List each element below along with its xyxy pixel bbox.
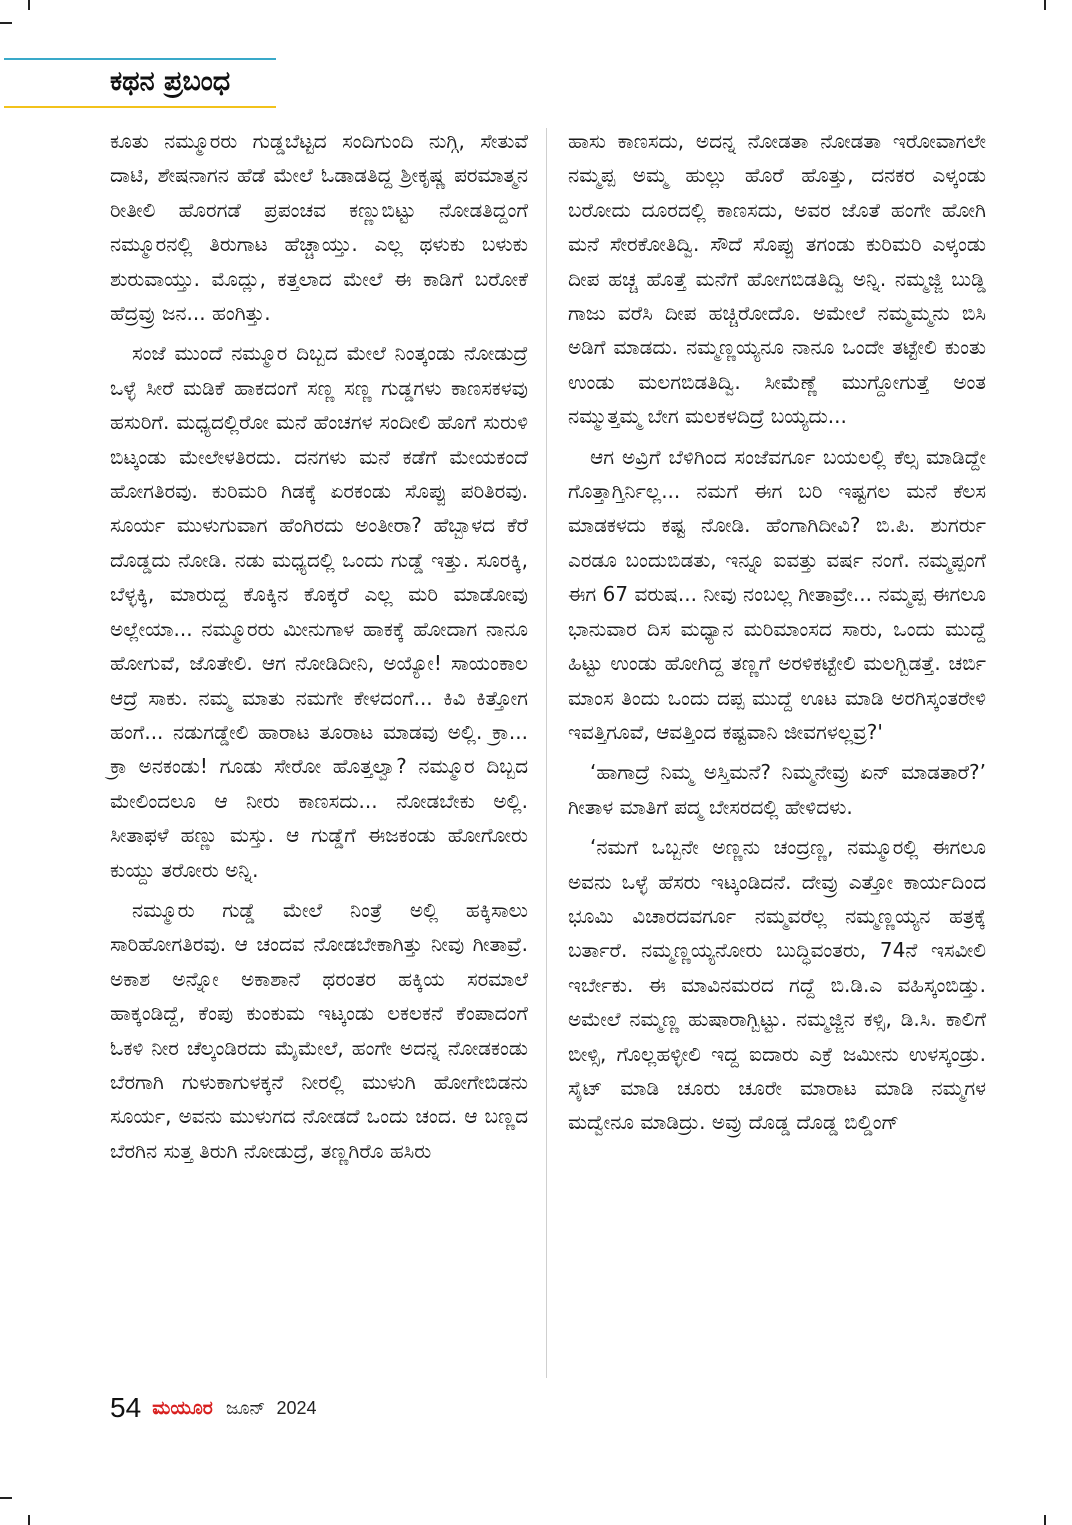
section-header [0,58,276,110]
paragraph: ‘ನಮಗೆ ಒಬ್ಬನೇ ಅಣ್ಣನು ಚಂದ್ರಣ್ಣ, ನಮ್ಮೂರಲ್ಲಿ ಈಗಲೂ ಅವನು ಒಳ್ಳೆ ಹೆಸರು ಇಟ್ಕಂಡಿದನೆ. ದೇವ್ರು ಎತ್ತೋ ಕಾರ್ಯದಿಂದ ಭೂಮಿ ವಿಚಾರದವರ್ಗೂ ನಮ್ಮವರೆಲ್ಲ ನಮ್ಮಣ್ಣಯ್ಯನ ಹತ್ರಕ್ಕೆ ಬರ್ತಾರೆ. ನಮ್ಮಣ್ಣಯ್ಯನೋರು ಬುದ್ಧಿವಂತರು, 74ನೆ ಇಸವೀಲಿ ಇರ್ಬೇಕು. ಈ ಮಾವಿನಮರದ ಗದ್ದೆ ಬಿ.ಡಿ.ಎ ವಹಿಸ್ಕಂಬಿಡ್ತು. ಅಮೇಲೆ ನಮ್ಮಣ್ಣ ಹುಷಾರಾಗ್ಬಿಟ್ಟು. ನಮ್ಮಜ್ಜಿನ ಕಳ್ಸಿ, ಡಿ.ಸಿ. ಕಾಲಿಗೆ ಬೀಳ್ಸಿ, ಗೊಲ್ಲಹಳ್ಳೀಲಿ ಇದ್ದ ಐದಾರು ಎಕ್ರೆ ಜಮೀನು ಉಳಸ್ಕಂಡ್ರು. ಸೈಟ್ ಮಾಡಿ ಚೂರು ಚೂರೇ ಮಾರಾಟ ಮಾಡಿ ನಮ್ಮಗಳ ಮದ್ವೇನೂ ಮಾಡಿದ್ರು. ಅವ್ರು ದೊಡ್ಡ ದೊಡ್ಡ ಬಿಲ್ಡಿಂಗ್ [568,835,986,1135]
section-header-top-rule [4,58,276,60]
section-title: ಕಥನ ಪ್ರಬಂಧ [110,66,231,97]
issue-year: 2024 [276,1397,317,1418]
column-divider [546,128,547,1378]
paragraph: ಆಗ ಅವ್ರಿಗೆ ಬೆಳಿಗಿಂದ ಸಂಜೆವರ್ಗೂ ಬಯಲಲ್ಲಿ ಕೆಲ್ಸ ಮಾಡಿದ್ದೇ ಗೊತ್ತಾಗ್ತಿರ್ನಿಲ್ಲ... ನಮಗೆ ಈಗ ಬರಿ ಇಷ್ಟಗಲ ಮನೆ ಕೆಲಸ ಮಾಡಕಳದು ಕಷ್ಟ ನೋಡಿ. ಹೆಂಗಾಗಿದೀವಿ? ಬಿ.ಪಿ. ಶುಗರ್ರು ಎರಡೂ ಬಂದುಬಿಡತು, ಇನ್ನೂ ಐವತ್ತು ವರ್ಷ ನಂಗೆ. ನಮ್ಮಪ್ಪಂಗೆ ಈಗ 67 ವರುಷ... ನೀವು ನಂಬಲ್ಲ ಗೀತಾವ್ರೇ... ನಮ್ಮಪ್ಪ ಈಗಲೂ ಭಾನುವಾರ ದಿಸ ಮಧ್ಯಾನ ಮರಿಮಾಂಸದ ಸಾರು, ಒಂದು ಮುದ್ದೆ ಹಿಟ್ಟು ಉಂಡು ಹೋಗಿದ್ದ ತಣ್ಣಗೆ ಅರಳಿಕಟ್ಟೇಲಿ ಮಲಗ್ಬಿಡತ್ತೆ. ಚರ್ಬಿ ಮಾಂಸ ತಿಂದು ಒಂದು ದಪ್ಪ ಮುದ್ದೆ ಊಟ ಮಾಡಿ ಅರಗಿಸ್ಕಂತರೇಳಿ ಇವತ್ತಿಗೂವೆ, ಆವತ್ತಿಂದ ಕಷ್ಟವಾನಿ ಜೀವಗಳಲ್ಲವ್ರ?' [568,444,986,744]
crop-mark [28,0,30,10]
paragraph: ನಮ್ಮೂರು ಗುಡ್ಡೆ ಮೇಲೆ ನಿಂತ್ರೆ ಅಲ್ಲಿ ಹಕ್ಕಿಸಾಲು ಸಾರಿಹೋಗತಿರವು. ಆ ಚಂದವ ನೋಡಬೇಕಾಗಿತ್ತು ನೀವು ಗೀತಾವ್ರೆ. ಅಕಾಶ ಅನ್ನೋ ಅಕಾಶಾನೆ ಥರಂತರ ಹಕ್ಕಿಯ ಸರಮಾಲೆ ಹಾಕ್ಕಂಡಿದ್ದೆ, ಕೆಂಪು ಕುಂಕುಮ ಇಟ್ಕಂಡು ಲಕಲಕನೆ ಕೆಂಪಾದಂಗೆ ಓಕಳಿ ನೀರ ಚೆಲ್ಕಂಡಿರದು ಮೈಮೇಲೆ, ಹಂಗೇ ಅದನ್ನ ನೋಡಕಂಡು ಬೆರಗಾಗಿ ಗುಳುಕಾಗುಳಕ್ಕನೆ ನೀರಲ್ಲಿ ಮುಳುಗಿ ಹೋಗೇಬಿಡನು ಸೂರ್ಯ, ಅವನು ಮುಳುಗದ ನೋಡದೆ ಒಂದು ಚಂದ. ಆ ಬಣ್ಣದ ಬೆರಗಿನ ಸುತ್ತ ತಿರುಗಿ ನೋಡುದ್ರೆ, ತಣ್ಣಗಿರೊ ಹಸಿರು [110,897,528,1163]
paragraph: ‘ಹಾಗಾದ್ರೆ ನಿಮ್ಮ ಅಸ್ತಿಮನೆ? ನಿಮ್ಮನೇವ್ರು ಏನ್ ಮಾಡತಾರೆ?’ ಗೀತಾಳ ಮಾತಿಗೆ ಪದ್ಮ ಬೇಸರದಲ್ಲಿ ಹೇಳಿದಳು. [568,760,986,819]
crop-mark [28,1515,30,1525]
crop-mark [0,1497,12,1499]
left-column [110,124,528,1174]
right-column [568,124,986,1146]
page-footer [110,1392,317,1428]
crop-mark [0,22,12,24]
crop-mark [1044,1515,1046,1525]
magazine-name: ಮಯೂರ [152,1397,213,1419]
crop-mark [1044,0,1046,10]
paragraph: ಹಾಸು ಕಾಣಸದು, ಅದನ್ನ ನೋಡತಾ ನೋಡತಾ ಇರೋವಾಗಲೇ ನಮ್ಮಪ್ಪ ಅಮ್ಮ ಹುಲ್ಲು ಹೊರೆ ಹೊತ್ತು, ದನಕರ ಎಳ್ಕಂಡು ಬರೋದು ದೂರದಲ್ಲಿ ಕಾಣಸದು, ಅವರ ಜೊತೆ ಹಂಗೇ ಹೋಗಿ ಮನೆ ಸೇರಕೋತಿದ್ವಿ. ಸೌದೆ ಸೊಪ್ಪು ತಗಂಡು ಕುರಿಮರಿ ಎಳ್ಕಂಡು ದೀಪ ಹಚ್ಚ ಹೊತ್ತೆ ಮನೆಗೆ ಹೋಗಬಿಡತಿದ್ವಿ ಅನ್ನಿ. ನಮ್ಮಜ್ಜಿ ಬುಡ್ಡಿ ಗಾಜು ವರೆಸಿ ದೀಪ ಹಚ್ಚಿರೋದೊ. ಅಮೇಲೆ ನಮ್ಮಮ್ಮನು ಬಿಸಿ ಅಡಿಗೆ ಮಾಡದು. ನಮ್ಮಣ್ಣಯ್ಯನೂ ನಾನೂ ಒಂದೇ ತಟ್ಟೇಲಿ ಕುಂತು ಉಂಡು ಮಲಗಬಿಡತಿದ್ವಿ. ಸೀಮೆಣ್ಣೆ ಮುಗ್ದೋಗುತ್ತೆ ಅಂತ ನಮ್ಮುತ್ತಮ್ಮ ಬೇಗ ಮಲಕಳದಿದ್ರೆ ಬಯ್ಯದು... [568,129,986,429]
section-header-bottom-rule [4,106,276,108]
issue-month: ಜೂನ್ [225,1397,266,1419]
page-number: 54 [110,1392,142,1423]
paragraph: ಕೂತು ನಮ್ಮೂರರು ಗುಡ್ಡಬೆಟ್ಟದ ಸಂದಿಗುಂದಿ ನುಗ್ಗಿ, ಸೇತುವೆ ದಾಟಿ, ಶೇಷನಾಗನ ಹೆಡೆ ಮೇಲೆ ಓಡಾಡತಿದ್ದ ಶ್ರೀಕೃಷ್ಣ ಪರಮಾತ್ಮನ ರೀತೀಲಿ ಹೊರಗಡೆ ಪ್ರಪಂಚವ ಕಣ್ಣುಬಿಟ್ಟು ನೋಡತಿದ್ದಂಗೆ ನಮ್ಮೂರನಲ್ಲಿ ತಿರುಗಾಟ ಹೆಚ್ಚಾಯ್ತು. ಎಲ್ಲ ಥಳುಕು ಬಳುಕು ಶುರುವಾಯ್ತು. ಮೊದ್ಲು, ಕತ್ತಲಾದ ಮೇಲೆ ಈ ಕಾಡಿಗೆ ಬರೋಕೆ ಹೆದ್ರವ್ರು ಜನ... ಹಂಗಿತ್ತು. [110,129,528,326]
paragraph: ಸಂಜೆ ಮುಂದೆ ನಮ್ಮೂರ ದಿಬ್ಬದ ಮೇಲೆ ನಿಂತ್ಕಂಡು ನೋಡುದ್ರೆ ಒಳ್ಳೆ ಸೀರೆ ಮಡಿಕೆ ಹಾಕದಂಗೆ ಸಣ್ಣ ಸಣ್ಣ ಗುಡ್ಡಗಳು ಕಾಣಸಕಳವು ಹಸುರಿಗೆ. ಮಧ್ಯದಲ್ಲಿರೋ ಮನೆ ಹೆಂಚಗಳ ಸಂದೀಲಿ ಹೊಗೆ ಸುರುಳಿ ಬಿಟ್ಕಂಡು ಮೇಲೇಳತಿರದು. ದನಗಳು ಮನೆ ಕಡೆಗೆ ಮೇಯಕಂದೆ ಹೋಗತಿರವು. ಕುರಿಮರಿ ಗಿಡಕ್ಕೆ ಏರಕಂಡು ಸೊಪ್ಪು ಪರಿತಿರವು. ಸೂರ್ಯ ಮುಳುಗುವಾಗ ಹೆಂಗಿರದು ಅಂತೀರಾ? ಹೆಬ್ಬಾಳದ ಕೆರೆ ದೊಡ್ಡದು ನೋಡಿ. ನಡು ಮಧ್ಯದಲ್ಲಿ ಒಂದು ಗುಡ್ಡೆ ಇತ್ತು. ಸೂರಕ್ಕಿ, ಬೆಳ್ಳಕ್ಕಿ, ಮಾರುದ್ದ ಕೊಕ್ಕಿನ ಕೊಕ್ಕರೆ ಎಲ್ಲ ಮರಿ ಮಾಡೋವು ಅಲ್ಲೇಯಾ... ನಮ್ಮೂರರು ಮೀನುಗಾಳ ಹಾಕಕ್ಕೆ ಹೋದಾಗ ನಾನೂ ಹೋಗುವೆ, ಜೊತೇಲಿ. ಆಗ ನೋಡಿದೀನಿ, ಅಯ್ಯೋ! ಸಾಯಂಕಾಲ ಆದ್ರೆ ಸಾಕು. ನಮ್ಮ ಮಾತು ನಮಗೇ ಕೇಳದಂಗೆ... ಕಿವಿ ಕಿತ್ತೋಗ ಹಂಗೆ... ನಡುಗಡ್ಡೇಲಿ ಹಾರಾಟ ತೂರಾಟ ಮಾಡವು ಅಲ್ಲಿ. ಕ್ರಾ... ಕ್ರಾ ಅನಕಂಡು! ಗೂಡು ಸೇರೋ ಹೊತ್ತಲ್ವಾ? ನಮ್ಮೂರ ದಿಬ್ಬದ ಮೇಲಿಂದಲೂ ಆ ನೀರು ಕಾಣಸದು... ನೋಡಬೇಕು ಅಲ್ಲಿ. ಸೀತಾಫಳೆ ಹಣ್ಣು ಮಸ್ತು. ಆ ಗುಡ್ಡೆಗೆ ಈಜಕಂಡು ಹೋಗೋರು ಕುಯ್ದು ತರೋರು ಅನ್ನಿ. [110,341,528,882]
